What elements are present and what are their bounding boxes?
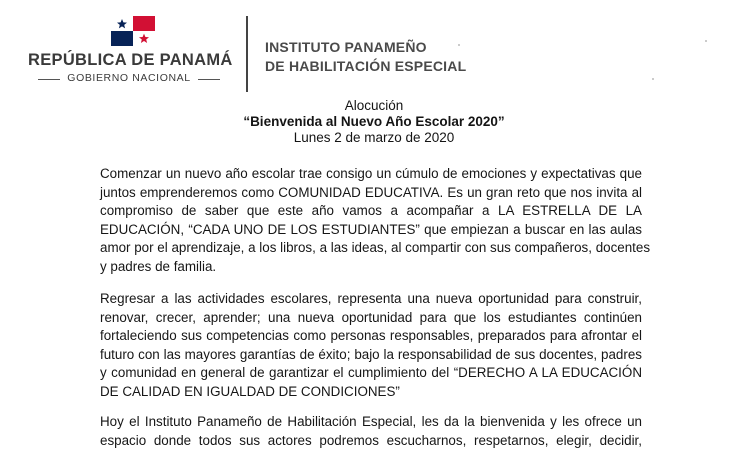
paragraph-line: amor por el aprendizaje, a los libros, a las ideas, al compartir con sus compañeros, docentes <box>100 240 651 256</box>
paragraph-line: renovar, crecer, aprender; una nueva oportunidad para que los estudiantes continúen <box>100 309 642 325</box>
paragraph-line: fortaleciendo sus competencias como personas responsables, preparados para afrontar el <box>100 328 642 344</box>
scan-speck <box>705 40 707 42</box>
paragraph-line: y comunidad en general de garantizar el cumplimiento del “DERECHO A LA EDUCACIÓN <box>100 365 642 381</box>
institute-name-line-2: DE HABILITACIÓN ESPECIAL <box>265 58 467 74</box>
paragraph-line: juntos emprenderemos como COMUNIDAD EDUCATIVA. Es un gran reto que nos invita al <box>100 184 642 200</box>
paragraph-line: Regresar a las actividades escolares, representa una nueva oportunidad para construir, <box>100 291 642 306</box>
government-name: REPÚBLICA DE PANAMÁ <box>28 51 233 69</box>
paragraph-line: espacio donde todos sus actores podremos escucharnos, respetarnos, elegir, decidir, <box>100 432 642 448</box>
speech-title: “Bienvenida al Nuevo Año Escolar 2020” <box>243 114 505 129</box>
speech-header <box>200 98 548 146</box>
paragraph-line: compromiso de saber que este año vamos a acompañar a LA ESTRELLA DE LA <box>100 203 642 219</box>
government-subtitle: GOBIERNO NACIONAL <box>67 72 191 84</box>
paragraph-line: EDUCACIÓN, “CADA UNO DE LOS ESTUDIANTES” que empiezan a buscar en las aulas <box>100 221 642 237</box>
letterhead <box>0 0 748 96</box>
speech-label: Alocución <box>344 98 404 113</box>
institute-name <box>265 38 466 76</box>
speech-date: Lunes 2 de marzo de 2020 <box>293 130 455 145</box>
subtitle-rule-right <box>198 79 220 80</box>
institute-name-line-1: INSTITUTO PANAMEÑO <box>265 39 427 55</box>
scan-speck <box>458 44 460 46</box>
paragraph-line: y padres de familia. <box>100 258 217 274</box>
paragraph-line: futuro con las mayores garantías de éxito; bajo la responsabilidad de sus docentes, padres <box>100 346 642 362</box>
paragraph-line: Hoy el Instituto Panameño de Habilitación Especial, les da la bienvenida y les ofrece un <box>100 414 642 429</box>
paragraph-line: DE CALIDAD EN IGUALDAD DE CONDICIONES” <box>100 383 400 399</box>
panama-flag-icon <box>111 16 155 46</box>
paragraph-3 <box>100 413 642 450</box>
government-subtitle-block <box>38 72 220 86</box>
paragraph-2 <box>100 290 642 402</box>
scan-speck <box>652 78 654 80</box>
paragraph-line: Comenzar un nuevo año escolar trae consigo un cúmulo de emociones y expectativas que <box>100 166 642 181</box>
letterhead-divider <box>246 16 248 92</box>
paragraph-1 <box>100 165 651 277</box>
subtitle-rule-left <box>38 79 60 80</box>
